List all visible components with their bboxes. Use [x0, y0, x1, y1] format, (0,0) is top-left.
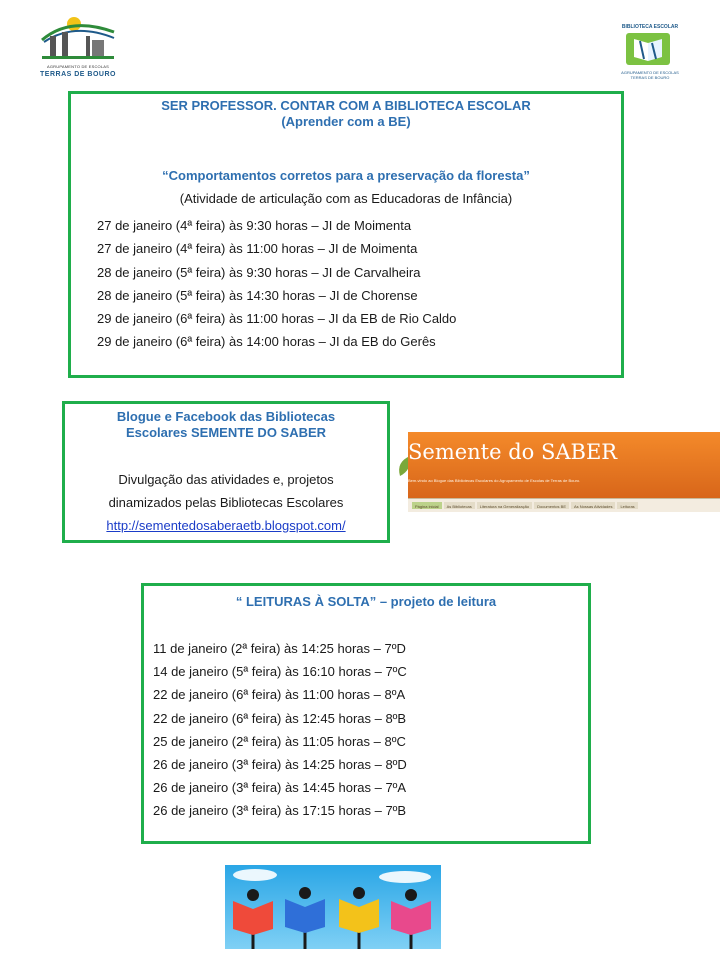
professor-title-line-2: (Aprender com a BE) — [281, 114, 411, 129]
activity-session-list — [97, 214, 456, 354]
blog-banner[interactable] — [396, 432, 720, 514]
blog-section-title — [65, 409, 387, 441]
reading-project-section — [141, 583, 591, 844]
list-item: 29 de janeiro (6ª feira) às 11:00 horas – JI da EB de Rio Caldo — [97, 311, 457, 327]
list-item: 22 de janeiro (6ª feira) às 11:00 horas – 8ºA — [153, 687, 406, 703]
blog-body-line-1: Divulgação das atividades e, projetos — [118, 472, 334, 487]
school-logo-name: TERRAS DE BOURO — [40, 71, 116, 78]
blog-tab[interactable]: Literatura na Generalização — [477, 502, 532, 509]
professor-section-title — [71, 98, 621, 130]
library-logo-subtitle — [612, 70, 688, 80]
list-item: 11 de janeiro (2ª feira) às 14:25 horas – 7ºD — [153, 641, 406, 656]
readers-illustration — [225, 865, 441, 949]
list-item: 14 de janeiro (5ª feira) às 16:10 horas – 7ºC — [153, 664, 407, 680]
blog-tab[interactable]: As Nossas Atividades — [571, 502, 615, 509]
list-item: 26 de janeiro (3ª feira) às 14:45 horas – 7ºA — [153, 780, 407, 796]
blog-banner-description: Bem-vindo ao Blogue das Bibliotecas Escolares do Agrupamento de Escolas de Terras de Bouro. — [408, 478, 581, 483]
reading-project-title: “ LEITURAS À SOLTA” – projeto de leitura — [235, 594, 497, 609]
list-item: 25 de janeiro (2ª feira) às 11:05 horas – 8ºC — [153, 733, 406, 749]
blog-section-body — [65, 468, 387, 537]
library-logo — [612, 24, 688, 82]
list-item: 26 de janeiro (3ª feira) às 14:25 horas – 8ºD — [153, 757, 407, 773]
list-item: 27 de janeiro (4ª feira) às 9:30 horas – JI de Moimenta — [97, 218, 412, 233]
school-logo-subtitle: AGRUPAMENTO DE ESCOLAS — [46, 64, 110, 69]
professor-title-line-1: SER PROFESSOR. CONTAR COM A BIBLIOTECA ESCOLAR — [161, 98, 531, 113]
list-item: 27 de janeiro (4ª feira) às 11:00 horas – JI de Moimenta — [97, 241, 418, 257]
library-logo-line-2: TERRAS DE BOURO — [630, 75, 670, 80]
blog-section — [62, 401, 390, 543]
school-building-icon — [40, 12, 116, 62]
blog-banner-nav — [408, 498, 720, 512]
blog-tab[interactable]: As Bibliotecas — [444, 502, 475, 509]
library-logo-title: BIBLIOTECA ESCOLAR — [621, 24, 679, 30]
school-logo — [38, 12, 118, 80]
blog-tab[interactable]: Leituras — [617, 502, 637, 509]
blog-tab[interactable]: Documentos BE — [534, 502, 569, 509]
list-item: 28 de janeiro (5ª feira) às 9:30 horas – JI de Carvalheira — [97, 264, 421, 280]
open-book-icon — [626, 31, 670, 67]
professor-section — [68, 91, 624, 378]
blog-tab[interactable]: Página inicial — [412, 502, 442, 509]
list-item: 29 de janeiro (6ª feira) às 14:00 horas – JI da EB do Gerês — [97, 334, 436, 350]
list-item: 28 de janeiro (5ª feira) às 14:30 horas – JI de Chorense — [97, 287, 418, 303]
list-item: 26 de janeiro (3ª feira) às 17:15 horas – 7ºB — [153, 803, 407, 819]
list-item: 22 de janeiro (6ª feira) às 12:45 horas – 8ºB — [153, 710, 407, 726]
reading-session-list — [153, 637, 407, 823]
activity-subtitle: (Atividade de articulação com as Educadoras de Infância) — [179, 191, 513, 206]
activity-title: “Comportamentos corretos para a preservação da floresta” — [162, 168, 530, 183]
blog-link[interactable]: http://sementedosaberaetb.blogspot.com/ — [106, 518, 346, 533]
library-logo-line-1: AGRUPAMENTO DE ESCOLAS — [621, 70, 679, 75]
blog-body-line-2: dinamizados pelas Bibliotecas Escolares — [108, 495, 344, 510]
blog-title-line-1: Blogue e Facebook das Bibliotecas — [116, 409, 336, 424]
blog-title-line-2: Escolares SEMENTE DO SABER — [125, 425, 327, 440]
blog-banner-name: Semente do SABER — [408, 440, 618, 464]
